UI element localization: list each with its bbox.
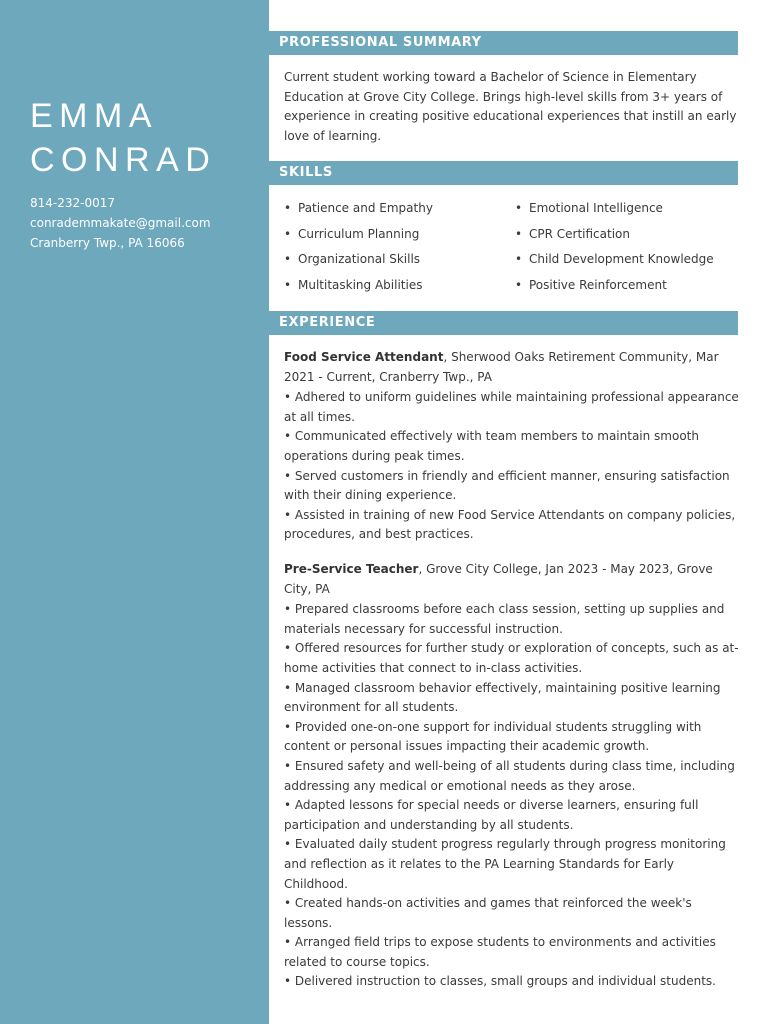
job-bullet: • Managed classroom behavior effectively, maintaining positive learning environment for all students. <box>284 680 721 715</box>
skill-label: Multitasking Abilities <box>298 277 423 292</box>
job-bullet: • Communicated effectively with team members to maintain smooth operations during peak times. <box>284 429 699 463</box>
main-content <box>269 0 768 1024</box>
sidebar <box>0 0 269 1024</box>
first-name: EMMA <box>30 97 158 135</box>
skill-item <box>284 249 509 275</box>
email-address: conrademmakate@gmail.com <box>30 216 211 230</box>
job-details: , Grove City College, Jan 2023 - May 2023, Grove City, PA <box>284 562 713 596</box>
bullet-icon: • <box>284 201 292 215</box>
bullet-icon: • <box>284 226 292 241</box>
job-bullet: • Created hands-on activities and games that reinforced the week's lessons. <box>284 896 692 930</box>
skill-label: Curriculum Planning <box>298 226 420 241</box>
skills-list-left <box>284 198 509 300</box>
skill-item <box>515 275 740 301</box>
job-bullet: • Adapted lessons for special needs or diverse learners, ensuring full participation and understanding by all students. <box>284 798 699 832</box>
bullet-icon: • <box>515 201 523 215</box>
skill-item <box>515 198 740 224</box>
job-bullet: • Delivered instruction to classes, small groups and individual students. <box>284 974 716 989</box>
bullet-icon: • <box>284 277 292 292</box>
job-bullet: • Assisted in training of new Food Service Attendants on company policies, procedures, and best practices. <box>284 507 736 542</box>
skill-label: Emotional Intelligence <box>529 201 663 215</box>
job-entry <box>284 348 740 545</box>
job-heading <box>284 560 740 599</box>
contact-info <box>30 193 211 253</box>
job-bullet: • Evaluated daily student progress regularly through progress monitoring and reflection as it relates to the PA Learning Standards for Early Childhood. <box>284 837 726 891</box>
job-bullet: • Provided one-on-one support for individual students struggling with content or personal issues impacting their academic growth. <box>284 719 702 754</box>
job-bullet: • Ensured safety and well-being of all students during class time, including addressing any medical or emotional needs as they arose. <box>284 758 735 793</box>
skill-item <box>284 275 509 301</box>
bullet-icon: • <box>284 252 292 266</box>
skill-label: Child Development Knowledge <box>529 252 714 266</box>
job-title: Food Service Attendant <box>284 350 444 364</box>
bullet-icon: • <box>515 226 523 241</box>
bullet-icon: • <box>515 252 523 266</box>
job-bullet: • Prepared classrooms before each class session, setting up supplies and materials necessary for successful instruction. <box>284 602 725 636</box>
skill-item <box>515 224 740 250</box>
job-details: , Sherwood Oaks Retirement Community, Mar 2021 - Current, Cranberry Twp., PA <box>284 350 719 384</box>
job-entry <box>284 560 740 992</box>
skill-label: Patience and Empathy <box>298 201 433 215</box>
job-heading <box>284 348 740 387</box>
bullet-icon: • <box>515 277 523 292</box>
skill-item <box>284 198 509 224</box>
summary-text: Current student working toward a Bachelor of Science in Elementary Education at Grove City College. Brings high-level skills from 3+ years of experience in creating positive educational experiences that instill an early love of learning. <box>284 70 737 143</box>
skill-item <box>515 249 740 275</box>
last-name: CONRAD <box>30 141 217 179</box>
skill-item <box>284 224 509 250</box>
section-header-skills: SKILLS <box>269 161 738 185</box>
job-bullet: • Offered resources for further study or exploration of concepts, such as at-home activities that connect to in-class activities. <box>284 641 739 675</box>
section-header-experience: EXPERIENCE <box>269 311 738 335</box>
job-bullet: • Adhered to uniform guidelines while maintaining professional appearance at all times. <box>284 390 739 424</box>
location: Cranberry Twp., PA 16066 <box>30 236 185 250</box>
job-title: Pre-Service Teacher <box>284 562 419 576</box>
job-bullet: • Served customers in friendly and efficient manner, ensuring satisfaction with their dining experience. <box>284 468 730 503</box>
phone-number: 814-232-0017 <box>30 196 116 210</box>
section-header-summary: PROFESSIONAL SUMMARY <box>269 31 738 55</box>
skill-label: Positive Reinforcement <box>529 277 667 292</box>
skill-label: CPR Certification <box>529 226 630 241</box>
skills-list-right <box>515 198 740 300</box>
skill-label: Organizational Skills <box>298 252 421 266</box>
job-bullet: • Arranged field trips to expose students to environments and activities related to course topics. <box>284 935 716 969</box>
